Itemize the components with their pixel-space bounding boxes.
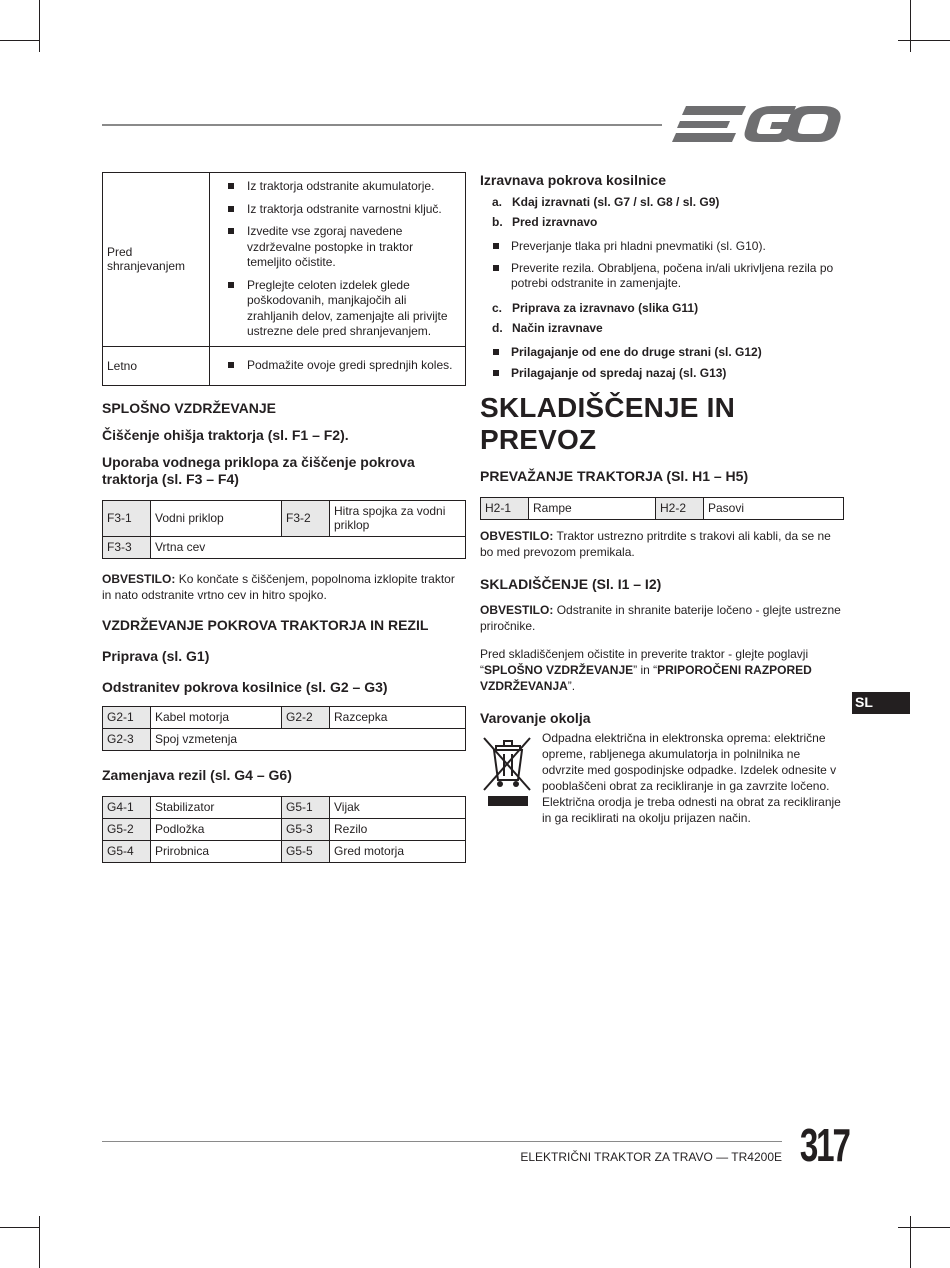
section-heading: SPLOŠNO VZDRŽEVANJE — [102, 399, 276, 416]
part-name: Vijak — [330, 796, 466, 818]
schedule-label: Pred shranjevanjem — [103, 173, 210, 347]
part-name: Kabel motorja — [151, 706, 282, 728]
language-tab — [852, 692, 910, 714]
crop-mark — [0, 1227, 40, 1228]
sub-heading: Varovanje okolja — [480, 709, 591, 726]
part-code: G5-2 — [103, 818, 151, 840]
chapter-title: SKLADIŠČENJE IN PREVOZ — [480, 391, 736, 455]
sub-heading: Čiščenje ohišja traktorja (sl. F1 – F2). — [102, 426, 349, 443]
list-item: Iz traktorja odstranite akumulatorje. — [228, 179, 459, 195]
sub-heading: Priprava (sl. G1) — [102, 647, 210, 664]
part-name: Hitra spojka za vodni priklop — [330, 500, 466, 536]
notice-text: Ko končate s čiščenjem, popolnoma izklopite traktor in nato odstranite vrtno cev in hitro spojko. — [102, 571, 455, 602]
bullet-icon — [493, 370, 499, 376]
table-row — [103, 818, 466, 840]
ego-logo — [672, 103, 844, 145]
part-name: Pasovi — [704, 497, 844, 519]
crop-mark — [910, 1216, 911, 1268]
notice-label: OBVESTILO: — [480, 528, 554, 543]
bullet-icon — [493, 243, 499, 249]
bullet-icon — [228, 282, 234, 288]
schedule-items — [210, 173, 466, 347]
storage-schedule-table — [102, 172, 466, 386]
step-d: d. Način izravnave — [492, 320, 603, 335]
table-row — [103, 840, 466, 862]
step-a: a. Kdaj izravnati (sl. G7 / sl. G8 / sl. G9) — [492, 195, 720, 209]
part-code: G2-3 — [103, 728, 151, 750]
schedule-label: Letno — [103, 346, 210, 385]
list-item: Preglejte celoten izdelek glede poškodovanih, manjkajočih ali zrahljanih delov, zamenjajte ali privijte ustrezne dele pred shranjevanjem. — [228, 278, 459, 340]
part-code: H2-2 — [656, 497, 704, 519]
section-heading: SKLADIŠČENJE (Sl. I1 – I2) — [480, 575, 662, 592]
notice — [102, 571, 466, 603]
part-code: F3-2 — [282, 500, 330, 536]
sub-heading: Uporaba vodnega priklopa za čiščenje pokrova traktorja (sl. F3 – F4) — [102, 453, 415, 487]
language-tab-label: SL — [855, 694, 873, 710]
list-item: Prilagajanje od spredaj nazaj (sl. G13) — [480, 366, 844, 382]
part-name: Razcepka — [330, 706, 466, 728]
crop-mark — [898, 40, 950, 41]
list-item: Preverjanje tlaka pri hladni pnevmatiki (sl. G10). — [480, 239, 844, 255]
part-code: G5-5 — [282, 840, 330, 862]
parts-table-g2 — [102, 706, 466, 751]
part-name: Rezilo — [330, 818, 466, 840]
table-row — [103, 346, 466, 385]
footer-rule — [102, 1141, 782, 1142]
part-name: Rampe — [529, 497, 656, 519]
list-item: Podmažite ovoje gredi sprednjih koles. — [228, 358, 459, 374]
crop-mark — [0, 40, 40, 41]
part-name: Vrtna cev — [151, 536, 466, 558]
environment-text: Odpadna električna in elektronska oprema: električne opreme, rabljenega akumulatorja in polnilnika ne odvrzite med gospodinjske odpadke. Izdelek odnesite v pooblaščeni obrat za recikliranje in ga zavrzite ločeno. Električna orodja je treba odnesti na obrat za recikliranje in ga reciklirati na okolju prijazen način. — [542, 730, 841, 825]
environment-block — [480, 730, 844, 826]
part-name: Vodni priklop — [151, 500, 282, 536]
step-b: b. Pred izravnavo — [492, 215, 598, 229]
table-row — [481, 497, 844, 519]
bullet-icon — [493, 349, 499, 355]
bullet-icon — [228, 183, 234, 189]
crop-mark — [898, 1227, 950, 1228]
notice — [480, 602, 844, 634]
part-code: G5-3 — [282, 818, 330, 840]
list-item: Izvedite vse zgoraj navedene vzdrževalne postopke in traktor temeljito očistite. — [228, 224, 459, 271]
part-name: Stabilizator — [151, 796, 282, 818]
table-row — [103, 706, 466, 728]
notice — [480, 528, 844, 560]
part-code: G5-1 — [282, 796, 330, 818]
section-heading: VZDRŽEVANJE POKROVA TRAKTORJA IN REZIL — [102, 616, 429, 633]
part-code: F3-1 — [103, 500, 151, 536]
list-item: Iz traktorja odstranite varnostni ključ. — [228, 202, 459, 218]
crop-mark — [39, 1216, 40, 1268]
table-row — [103, 173, 466, 347]
notice-text: Odstranite in shranite baterije ločeno - glejte ustrezne priročnike. — [480, 602, 841, 633]
part-name: Gred motorja — [330, 840, 466, 862]
sub-heading: Odstranitev pokrova kosilnice (sl. G2 – G3) — [102, 678, 388, 695]
left-column — [102, 172, 466, 863]
bullet-icon — [228, 228, 234, 234]
table-row — [103, 536, 466, 558]
part-code: G2-1 — [103, 706, 151, 728]
part-code: H2-1 — [481, 497, 529, 519]
part-code: G4-1 — [103, 796, 151, 818]
part-code: G2-2 — [282, 706, 330, 728]
parts-table-f3 — [102, 500, 466, 559]
parts-table-h2 — [480, 497, 844, 520]
parts-table-g4 — [102, 796, 466, 863]
part-name: Podložka — [151, 818, 282, 840]
table-row — [103, 728, 466, 750]
step-c: c. Priprava za izravnavo (slika G11) — [492, 300, 699, 315]
storage-paragraph: Pred skladiščenjem očistite in preverite traktor - glejte poglavji “SPLOŠNO VZDRŽEVANJE” in “PRIPOROČENI RAZPORED VZDRŽEVANJA”. — [480, 646, 812, 693]
footer-title: ELEKTRIČNI TRAKTOR ZA TRAVO — TR4200E — [520, 1150, 782, 1164]
bullet-icon — [228, 206, 234, 212]
list-item: Prilagajanje od ene do druge strani (sl. G12) — [480, 345, 844, 361]
bullet-icon — [228, 362, 234, 368]
notice-text: Traktor ustrezno pritrdite s trakovi ali kabli, da se ne bo med prevozom premikala. — [480, 528, 831, 559]
notice-label: OBVESTILO: — [480, 602, 554, 617]
header-rule — [102, 124, 662, 126]
notice-label: OBVESTILO: — [102, 571, 176, 586]
sub-heading: Zamenjava rezil (sl. G4 – G6) — [102, 766, 292, 783]
weee-icon — [480, 730, 542, 826]
right-column — [480, 172, 844, 826]
page-number: 317 — [799, 1119, 849, 1171]
section-heading: PREVAŽANJE TRAKTORJA (Sl. H1 – H5) — [480, 467, 749, 484]
crop-mark — [910, 0, 911, 52]
bullet-icon — [493, 265, 499, 271]
part-name: Spoj vzmetenja — [151, 728, 466, 750]
crop-mark — [39, 0, 40, 52]
part-code: G5-4 — [103, 840, 151, 862]
part-code: F3-3 — [103, 536, 151, 558]
part-name: Prirobnica — [151, 840, 282, 862]
table-row — [103, 796, 466, 818]
schedule-items — [210, 346, 466, 385]
list-item: Preverite rezila. Obrabljena, počena in/ali ukrivljena rezila po potrebi odstranite in zamenjajte. — [480, 261, 844, 292]
table-row — [103, 500, 466, 536]
sub-heading: Izravnava pokrova kosilnice — [480, 172, 666, 188]
